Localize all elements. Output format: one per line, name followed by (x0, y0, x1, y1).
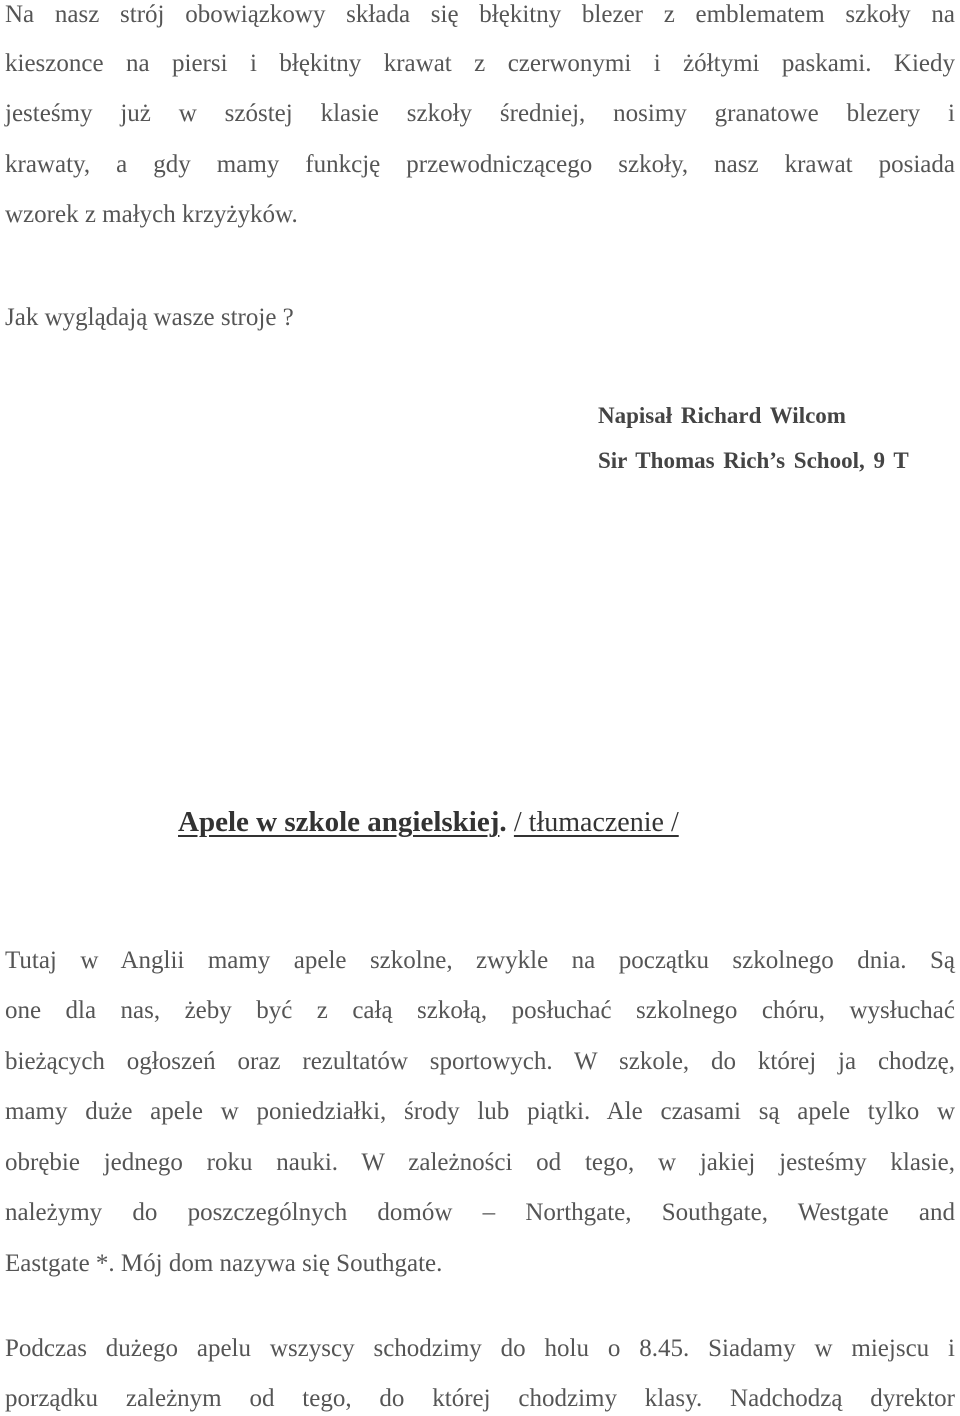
paragraph-line: Tutaj w Anglii mamy apele szkolne, zwykle na początku szkolnego dnia. Są (5, 947, 955, 974)
paragraph-line: obrębie jednego roku nauki. W zależności od tego, w jakiej jesteśmy klasie, (5, 1149, 955, 1176)
paragraph-line: bieżących ogłoszeń oraz rezultatów sportowych. W szkole, do której ja chodzę, (5, 1048, 955, 1075)
paragraph-line: porządku zależnym od tego, do której chodzimy klasy. Nadchodzą dyrektor (5, 1385, 955, 1412)
section-heading (178, 804, 679, 841)
paragraph-line: mamy duże apele w poniedziałki, środy lub piątki. Ale czasami są apele tylko w (5, 1098, 955, 1125)
paragraph-line: wzorek z małych krzyżyków. (5, 201, 298, 228)
paragraph-line: Eastgate *. Mój dom nazywa się Southgate. (5, 1250, 443, 1277)
paragraph-line: krawaty, a gdy mamy funkcję przewodniczącego szkoły, nasz krawat posiada (5, 151, 955, 178)
question-line: Jak wyglądają wasze stroje ? (5, 304, 294, 331)
paragraph-line: one dla nas, żeby być z całą szkołą, posłuchać szkolnego chóru, wysłuchać (5, 997, 955, 1024)
heading-subtitle: / tłumaczenie / (513, 807, 679, 838)
paragraph-line: należymy do poszczególnych domów – Northgate, Southgate, Westgate and (5, 1199, 955, 1226)
signature-school: Sir Thomas Rich’s School, 9 T (598, 448, 909, 473)
heading-title: Apele w szkole angielskiej (178, 806, 500, 838)
paragraph-line: jesteśmy już w szóstej klasie szkoły średniej, nosimy granatowe blezery i (5, 100, 955, 127)
paragraph-line: Podczas dużego apelu wszyscy schodzimy do holu o 8.45. Siadamy w miejscu i (5, 1335, 955, 1362)
paragraph-line: Na nasz strój obowiązkowy składa się błękitny blezer z emblematem szkoły na (5, 1, 955, 28)
signature-author: Napisał Richard Wilcom (598, 403, 846, 428)
paragraph-line: kieszonce na piersi i błękitny krawat z czerwonymi i żółtymi paskami. Kiedy (5, 50, 955, 77)
heading-separator: . (499, 806, 514, 838)
